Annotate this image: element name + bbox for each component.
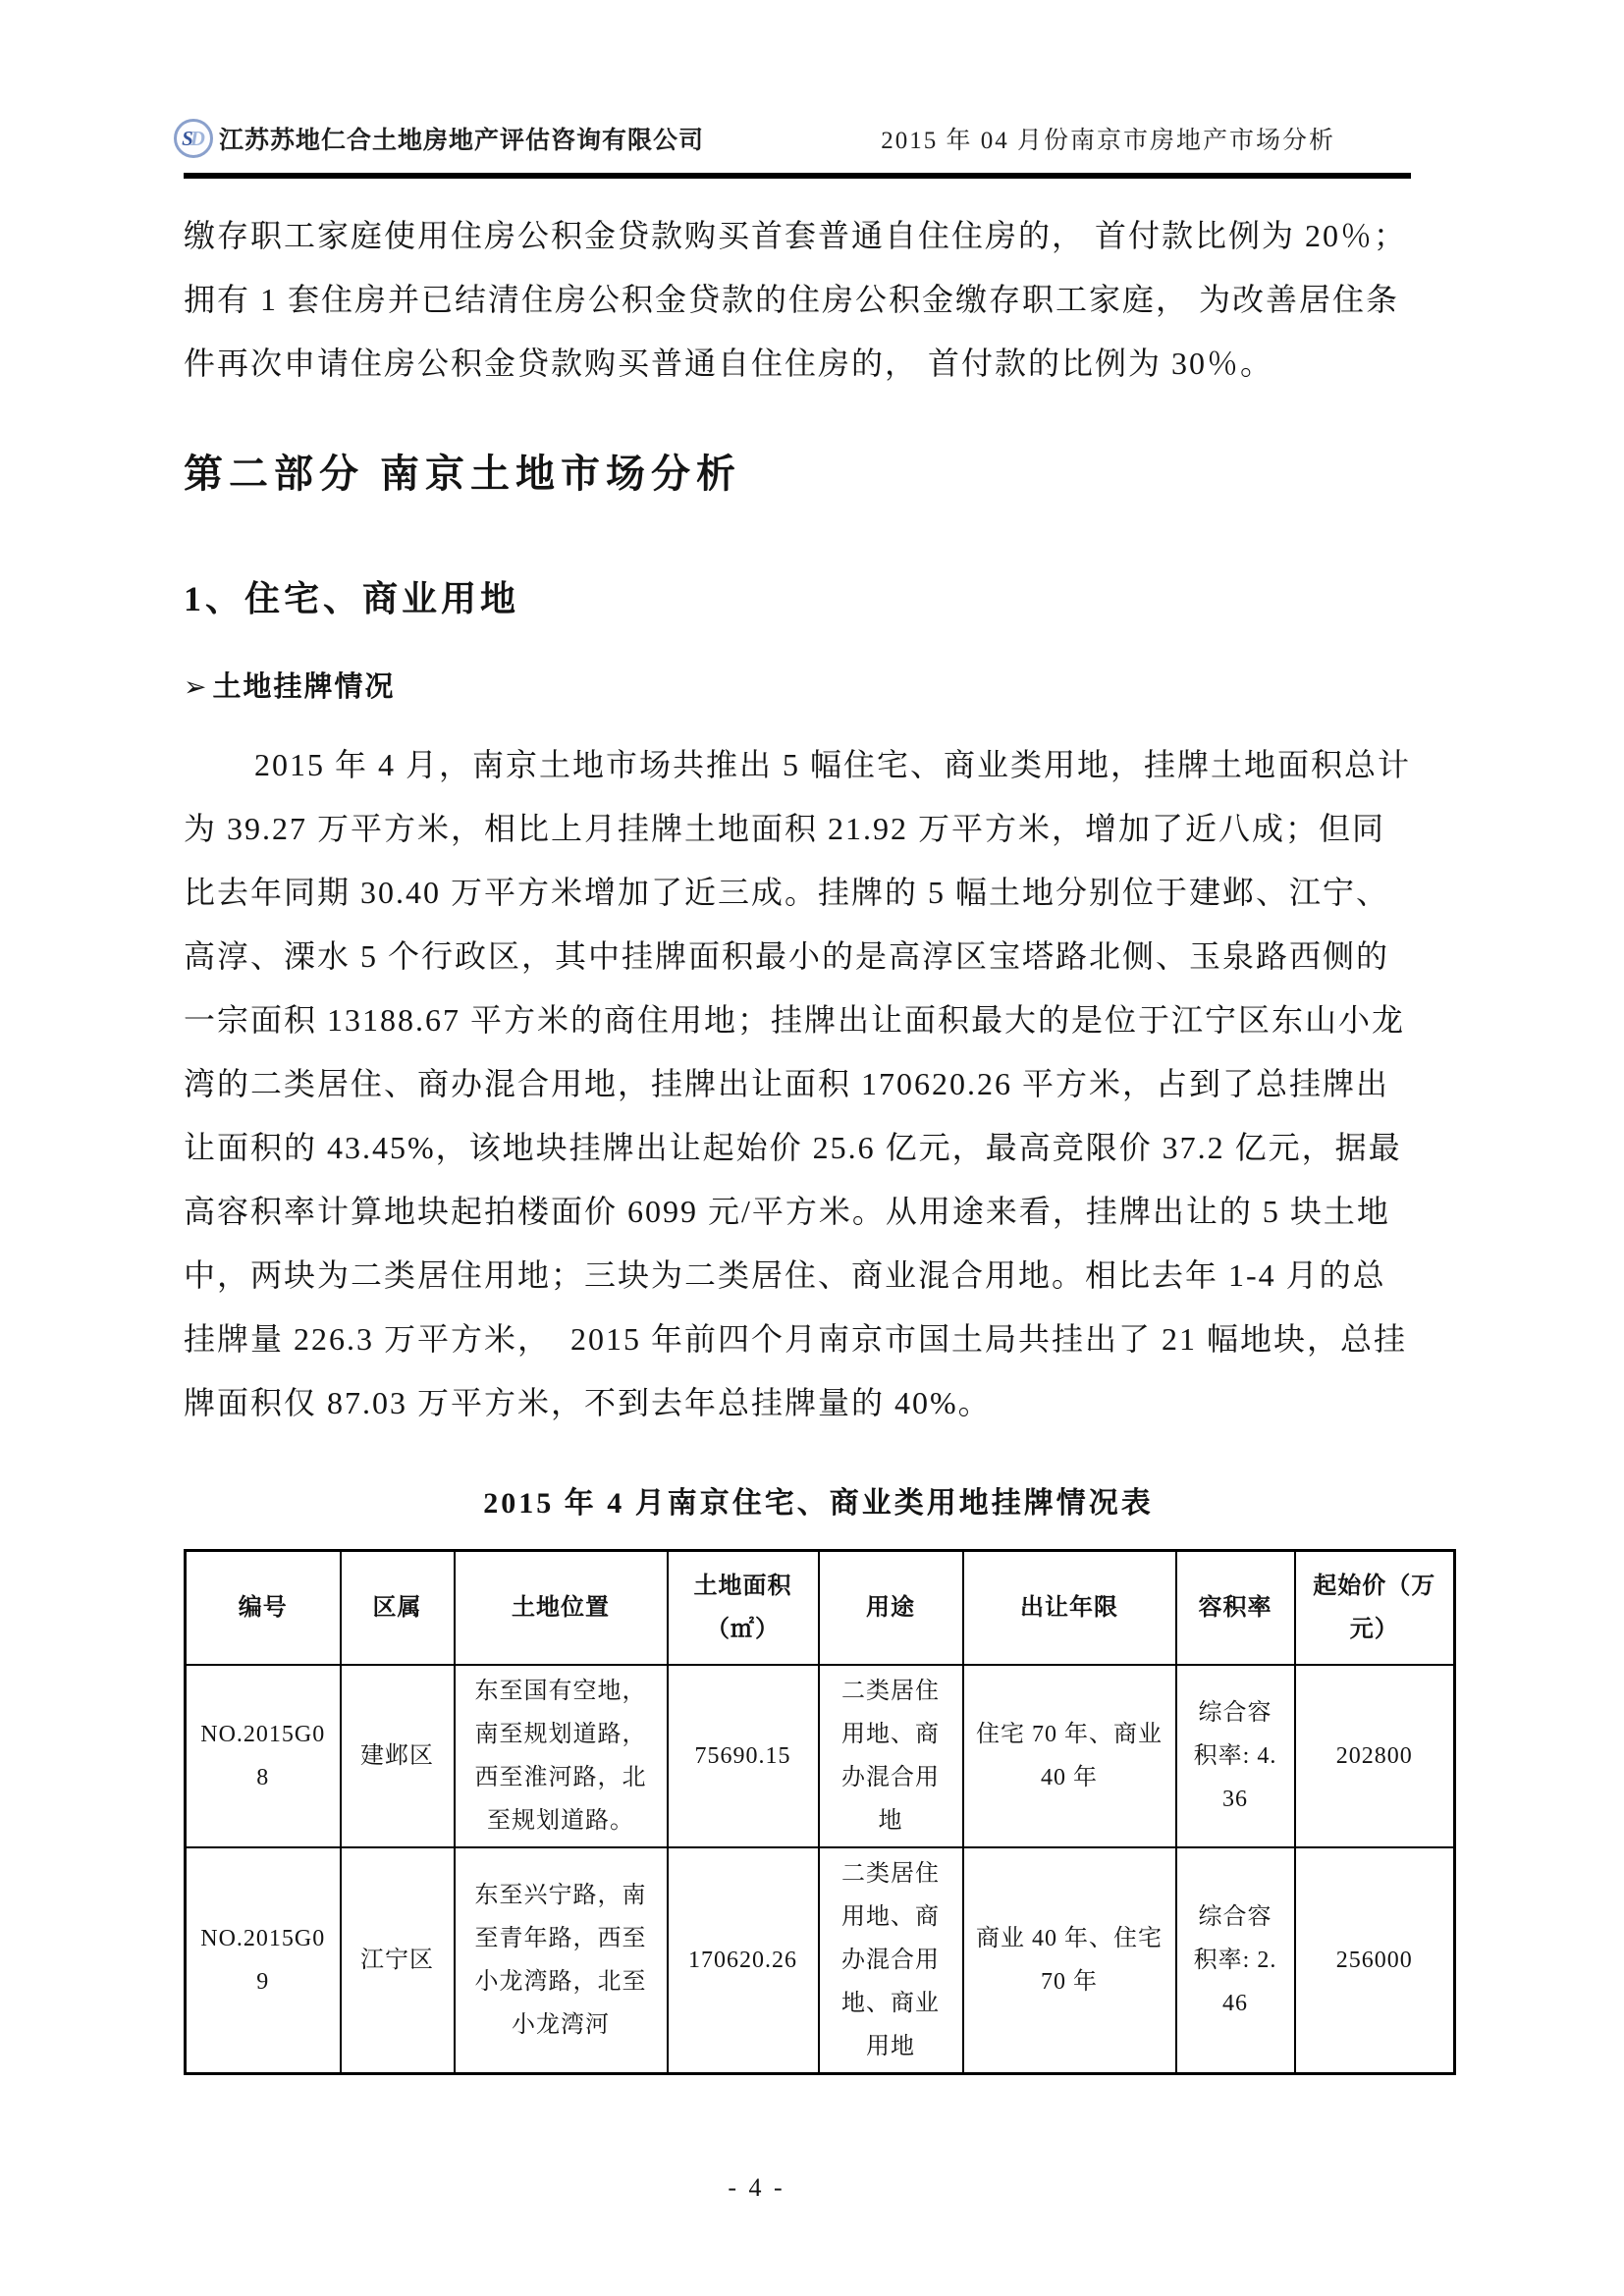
paragraph-line: 高淳、溧水 5 个行政区，其中挂牌面积最小的是高淳区宝塔路北侧、玉泉路西侧的	[184, 938, 1390, 974]
cell-area: 170620.26	[668, 1847, 819, 2074]
col-header-start-price: 起始价（万元）	[1295, 1551, 1455, 1665]
col-header-district: 区属	[341, 1551, 455, 1665]
paragraph-line: 拥有 1 套住房并已结清住房公积金贷款的住房公积金缴存职工家庭， 为改善居住条	[184, 282, 1400, 317]
paragraph-line: 一宗面积 13188.67 平方米的商住用地；挂牌出让面积最大的是位于江宁区东山小龙	[184, 1002, 1406, 1038]
cell-location: 东至国有空地，南至规划道路，西至淮河路，北至规划道路。	[455, 1665, 668, 1847]
report-title: 2015 年 04 月份南京市房地产市场分析	[881, 128, 1335, 154]
col-header-location: 土地位置	[455, 1551, 668, 1665]
table-title: 2015 年 4 月南京住宅、商业类用地挂牌情况表	[483, 1487, 1154, 1520]
table-row	[186, 1665, 1455, 1847]
paragraph-line: 2015 年 4 月，南京土地市场共推出 5 幅住宅、商业类用地，挂牌土地面积总计	[254, 747, 1412, 782]
land-listing-table	[184, 1549, 1456, 2075]
cell-plot-ratio: 综合容积率: 4.36	[1176, 1665, 1295, 1847]
col-header-usage: 用途	[819, 1551, 963, 1665]
table-header-row	[186, 1551, 1455, 1665]
company-name: 江苏苏地仁合土地房地产评估咨询有限公司	[219, 128, 705, 154]
cell-id: NO.2015G09	[186, 1847, 341, 2074]
paragraph-line: 让面积的 43.45%，该地块挂牌出让起始价 25.6 亿元，最高竞限价 37.2 亿元，据最	[184, 1130, 1402, 1165]
paragraph-line: 件再次申请住房公积金贷款购买普通自住住房的， 首付款的比例为 30％。	[184, 346, 1274, 381]
paragraph-line: 比去年同期 30.40 万平方米增加了近三成。挂牌的 5 幅土地分别位于建邺、江宁、	[184, 875, 1390, 910]
paragraph-line: 牌面积仅 87.03 万平方米，不到去年总挂牌量的 40%。	[184, 1385, 992, 1420]
paragraph-line: 中，两块为二类居住用地；三块为二类居住、商业混合用地。相比去年 1-4 月的总	[184, 1257, 1386, 1293]
cell-plot-ratio: 综合容积率: 2.46	[1176, 1847, 1295, 2074]
arrow-bullet-icon: ➢	[184, 670, 209, 703]
col-header-area: 土地面积（㎡）	[668, 1551, 819, 1665]
header-left	[174, 119, 704, 158]
cell-location: 东至兴宁路，南至青年路，西至小龙湾路，北至小龙湾河	[455, 1847, 668, 2074]
cell-term: 商业 40 年、住宅 70 年	[963, 1847, 1176, 2074]
page-footer	[184, 2173, 1329, 2203]
paragraph-line: 缴存职工家庭使用住房公积金贷款购买首套普通自住住房的， 首付款比例为 20％；	[184, 218, 1408, 253]
section-heading: 第二部分 南京土地市场分析	[184, 452, 741, 496]
cell-usage: 二类居住用地、商办混合用地	[819, 1665, 963, 1847]
body-paragraph	[184, 733, 1453, 1435]
table-row	[186, 1847, 1455, 2074]
company-logo-icon	[174, 119, 213, 158]
cell-id: NO.2015G08	[186, 1665, 341, 1847]
col-header-plot-ratio: 容积率	[1176, 1551, 1295, 1665]
intro-paragraph	[184, 204, 1453, 396]
cell-usage: 二类居住用地、商办混合用地、商业用地	[819, 1847, 963, 2074]
cell-term: 住宅 70 年、商业 40 年	[963, 1665, 1176, 1847]
cell-start-price: 202800	[1295, 1665, 1455, 1847]
col-header-term: 出让年限	[963, 1551, 1176, 1665]
subsection-heading: 1、住宅、商业用地	[184, 579, 520, 618]
paragraph-line: 高容积率计算地块起拍楼面价 6099 元/平方米。从用途来看，挂牌出让的 5 块土地	[184, 1194, 1390, 1229]
paragraph-line: 为 39.27 万平方米，相比上月挂牌土地面积 21.92 万平方米，增加了近八成；但同	[184, 811, 1386, 846]
paragraph-line: 挂牌量 226.3 万平方米， 2015 年前四个月南京市国土局共挂出了 21 幅地块，总挂	[184, 1321, 1408, 1357]
bullet-heading-label: 土地挂牌情况	[212, 671, 396, 703]
page-number: - 4 -	[728, 2172, 785, 2202]
page-header	[184, 116, 1453, 161]
bullet-heading	[184, 667, 1453, 708]
col-header-id: 编号	[186, 1551, 341, 1665]
logo-letters: SD	[182, 126, 202, 150]
paragraph-line: 湾的二类居住、商办混合用地，挂牌出让面积 170620.26 平方米，占到了总挂牌出	[184, 1066, 1390, 1101]
cell-area: 75690.15	[668, 1665, 819, 1847]
cell-district: 建邺区	[341, 1665, 455, 1847]
cell-start-price: 256000	[1295, 1847, 1455, 2074]
header-divider	[184, 173, 1411, 179]
cell-district: 江宁区	[341, 1847, 455, 2074]
